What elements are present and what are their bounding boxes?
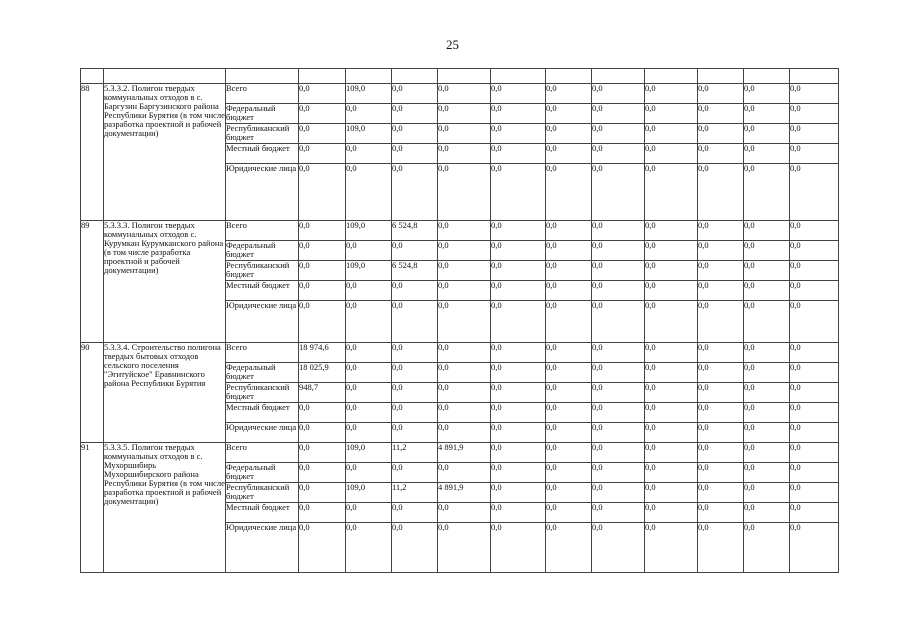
- value-cell: 0,0: [299, 104, 346, 124]
- value-cell: 0,0: [546, 483, 592, 503]
- value-cell: 0,0: [299, 281, 346, 301]
- value-cell: 0,0: [438, 343, 491, 363]
- page-number: 25: [446, 37, 459, 52]
- value-cell: 0,0: [744, 124, 790, 144]
- value-cell: 0,0: [346, 144, 392, 164]
- value-cell: 0,0: [346, 281, 392, 301]
- value-cell: 0,0: [790, 281, 839, 301]
- value-cell: 0,0: [592, 523, 645, 573]
- funding-source: Республиканский бюджет: [226, 261, 299, 281]
- value-cell: 0,0: [790, 144, 839, 164]
- value-cell: 0,0: [491, 423, 546, 443]
- value-cell: 11,2: [392, 483, 438, 503]
- value-cell: 0,0: [698, 463, 744, 483]
- header-cell: [698, 69, 744, 84]
- value-cell: 0,0: [438, 104, 491, 124]
- value-cell: 0,0: [546, 221, 592, 241]
- value-cell: 0,0: [438, 523, 491, 573]
- value-cell: 0,0: [299, 124, 346, 144]
- value-cell: 0,0: [645, 403, 698, 423]
- value-cell: 0,0: [299, 403, 346, 423]
- value-cell: 0,0: [438, 463, 491, 483]
- value-cell: 0,0: [744, 104, 790, 124]
- value-cell: 0,0: [546, 241, 592, 261]
- header-cell: [346, 69, 392, 84]
- value-cell: 0,0: [790, 241, 839, 261]
- value-cell: 4 891,9: [438, 443, 491, 463]
- value-cell: 0,0: [491, 523, 546, 573]
- value-cell: 0,0: [790, 363, 839, 383]
- value-cell: 0,0: [592, 383, 645, 403]
- value-cell: 0,0: [645, 281, 698, 301]
- value-cell: 0,0: [491, 363, 546, 383]
- value-cell: 0,0: [790, 164, 839, 221]
- value-cell: 0,0: [491, 503, 546, 523]
- value-cell: 0,0: [645, 383, 698, 403]
- value-cell: 0,0: [592, 104, 645, 124]
- funding-source: Всего: [226, 221, 299, 241]
- value-cell: 0,0: [744, 144, 790, 164]
- value-cell: 0,0: [592, 281, 645, 301]
- value-cell: 0,0: [790, 523, 839, 573]
- value-cell: 109,0: [346, 261, 392, 281]
- value-cell: 0,0: [299, 261, 346, 281]
- value-cell: 0,0: [346, 423, 392, 443]
- value-cell: 0,0: [592, 343, 645, 363]
- measure-name: 5.3.3.3. Полигон твердых коммунальных отходов с. Курумкан Курумканского района (в том числе разработка проектной и рабочей документации): [104, 221, 226, 343]
- value-cell: 0,0: [491, 463, 546, 483]
- value-cell: 0,0: [645, 523, 698, 573]
- value-cell: 109,0: [346, 84, 392, 104]
- value-cell: 0,0: [491, 261, 546, 281]
- value-cell: 0,0: [790, 503, 839, 523]
- value-cell: 0,0: [392, 503, 438, 523]
- funding-source: Местный бюджет: [226, 144, 299, 164]
- value-cell: 0,0: [299, 523, 346, 573]
- value-cell: 0,0: [592, 363, 645, 383]
- value-cell: 0,0: [299, 503, 346, 523]
- value-cell: 0,0: [392, 241, 438, 261]
- value-cell: 0,0: [299, 463, 346, 483]
- value-cell: 0,0: [546, 443, 592, 463]
- row-number: 88: [81, 84, 104, 221]
- row-number: 89: [81, 221, 104, 343]
- value-cell: 109,0: [346, 124, 392, 144]
- funding-source: Федеральный бюджет: [226, 463, 299, 483]
- table-header-row: [81, 69, 839, 84]
- value-cell: 0,0: [491, 301, 546, 343]
- value-cell: 0,0: [346, 343, 392, 363]
- value-cell: 0,0: [592, 301, 645, 343]
- funding-source: Всего: [226, 443, 299, 463]
- value-cell: 0,0: [491, 281, 546, 301]
- value-cell: 0,0: [546, 523, 592, 573]
- value-cell: 0,0: [698, 443, 744, 463]
- value-cell: 0,0: [744, 383, 790, 403]
- value-cell: 0,0: [299, 443, 346, 463]
- value-cell: 0,0: [698, 423, 744, 443]
- value-cell: 0,0: [790, 423, 839, 443]
- value-cell: 0,0: [491, 164, 546, 221]
- value-cell: 0,0: [645, 261, 698, 281]
- value-cell: 0,0: [744, 463, 790, 483]
- value-cell: 0,0: [645, 363, 698, 383]
- header-cell: [299, 69, 346, 84]
- value-cell: 0,0: [645, 124, 698, 144]
- header-cell: [392, 69, 438, 84]
- value-cell: 0,0: [438, 301, 491, 343]
- header-cell: [104, 69, 226, 84]
- value-cell: 0,0: [346, 403, 392, 423]
- value-cell: 0,0: [491, 144, 546, 164]
- value-cell: 0,0: [645, 104, 698, 124]
- funding-source: Федеральный бюджет: [226, 104, 299, 124]
- value-cell: 0,0: [392, 281, 438, 301]
- value-cell: 0,0: [790, 124, 839, 144]
- value-cell: 0,0: [744, 523, 790, 573]
- value-cell: 0,0: [491, 403, 546, 423]
- value-cell: 0,0: [645, 301, 698, 343]
- value-cell: 0,0: [438, 363, 491, 383]
- value-cell: 0,0: [392, 301, 438, 343]
- funding-source: Местный бюджет: [226, 403, 299, 423]
- value-cell: 0,0: [299, 164, 346, 221]
- value-cell: 0,0: [698, 363, 744, 383]
- value-cell: 0,0: [392, 403, 438, 423]
- value-cell: 0,0: [645, 443, 698, 463]
- value-cell: 0,0: [645, 84, 698, 104]
- value-cell: 0,0: [438, 503, 491, 523]
- value-cell: 0,0: [698, 403, 744, 423]
- value-cell: 0,0: [698, 144, 744, 164]
- value-cell: 0,0: [744, 241, 790, 261]
- value-cell: 0,0: [790, 104, 839, 124]
- value-cell: 0,0: [744, 423, 790, 443]
- value-cell: 0,0: [592, 261, 645, 281]
- value-cell: 0,0: [299, 423, 346, 443]
- header-cell: [790, 69, 839, 84]
- table-body: [81, 69, 839, 573]
- value-cell: 0,0: [299, 301, 346, 343]
- value-cell: 0,0: [299, 84, 346, 104]
- value-cell: 0,0: [346, 463, 392, 483]
- value-cell: 0,0: [392, 104, 438, 124]
- value-cell: 0,0: [698, 241, 744, 261]
- value-cell: 0,0: [744, 443, 790, 463]
- value-cell: 0,0: [744, 261, 790, 281]
- value-cell: 0,0: [546, 104, 592, 124]
- value-cell: 0,0: [698, 301, 744, 343]
- value-cell: 0,0: [698, 523, 744, 573]
- table-row: [81, 443, 839, 463]
- value-cell: 0,0: [698, 281, 744, 301]
- funding-source: Всего: [226, 84, 299, 104]
- value-cell: 0,0: [346, 363, 392, 383]
- value-cell: 4 891,9: [438, 483, 491, 503]
- funding-source: Всего: [226, 343, 299, 363]
- funding-source: Республиканский бюджет: [226, 383, 299, 403]
- value-cell: 0,0: [546, 503, 592, 523]
- value-cell: 0,0: [698, 503, 744, 523]
- value-cell: 0,0: [645, 241, 698, 261]
- funding-source: Местный бюджет: [226, 503, 299, 523]
- value-cell: 0,0: [592, 403, 645, 423]
- value-cell: 0,0: [592, 144, 645, 164]
- value-cell: 0,0: [592, 503, 645, 523]
- value-cell: 0,0: [790, 261, 839, 281]
- funding-source: Республиканский бюджет: [226, 483, 299, 503]
- value-cell: 0,0: [346, 104, 392, 124]
- value-cell: 0,0: [491, 383, 546, 403]
- value-cell: 0,0: [491, 104, 546, 124]
- value-cell: 0,0: [744, 363, 790, 383]
- value-cell: 18 025,9: [299, 363, 346, 383]
- value-cell: 0,0: [592, 443, 645, 463]
- value-cell: 0,0: [392, 144, 438, 164]
- value-cell: 0,0: [698, 84, 744, 104]
- value-cell: 0,0: [346, 164, 392, 221]
- value-cell: 0,0: [698, 164, 744, 221]
- value-cell: 0,0: [546, 363, 592, 383]
- value-cell: 0,0: [698, 343, 744, 363]
- header-cell: [744, 69, 790, 84]
- value-cell: 109,0: [346, 443, 392, 463]
- value-cell: 0,0: [744, 301, 790, 343]
- header-cell: [645, 69, 698, 84]
- funding-source: Юридические лица: [226, 164, 299, 221]
- value-cell: 0,0: [392, 463, 438, 483]
- measure-name: 5.3.3.2. Полигон твердых коммунальных отходов в с. Баргузин Баргузинского района Республики Бурятия (в том числе разработка проектной и рабочей документации): [104, 84, 226, 221]
- value-cell: 0,0: [392, 84, 438, 104]
- value-cell: 0,0: [790, 443, 839, 463]
- value-cell: 0,0: [790, 483, 839, 503]
- value-cell: 0,0: [592, 164, 645, 221]
- value-cell: 0,0: [546, 281, 592, 301]
- value-cell: 0,0: [790, 221, 839, 241]
- value-cell: 0,0: [438, 221, 491, 241]
- value-cell: 0,0: [645, 144, 698, 164]
- funding-source: Федеральный бюджет: [226, 241, 299, 261]
- funding-source: Федеральный бюджет: [226, 363, 299, 383]
- header-cell: [438, 69, 491, 84]
- value-cell: 0,0: [698, 383, 744, 403]
- table-row: [81, 343, 839, 363]
- header-cell: [491, 69, 546, 84]
- value-cell: 0,0: [438, 164, 491, 221]
- value-cell: 0,0: [744, 483, 790, 503]
- value-cell: 0,0: [392, 164, 438, 221]
- value-cell: 0,0: [491, 124, 546, 144]
- value-cell: 0,0: [346, 523, 392, 573]
- header-cell: [81, 69, 104, 84]
- value-cell: 0,0: [546, 403, 592, 423]
- value-cell: 0,0: [698, 483, 744, 503]
- value-cell: 0,0: [698, 221, 744, 241]
- value-cell: 0,0: [346, 383, 392, 403]
- value-cell: 0,0: [438, 281, 491, 301]
- value-cell: 0,0: [645, 483, 698, 503]
- row-number: 90: [81, 343, 104, 443]
- value-cell: 0,0: [392, 523, 438, 573]
- value-cell: 0,0: [346, 503, 392, 523]
- value-cell: 0,0: [592, 124, 645, 144]
- value-cell: 0,0: [698, 104, 744, 124]
- value-cell: 0,0: [546, 144, 592, 164]
- value-cell: 0,0: [546, 261, 592, 281]
- value-cell: 0,0: [299, 483, 346, 503]
- value-cell: 0,0: [790, 84, 839, 104]
- value-cell: 0,0: [491, 443, 546, 463]
- measure-name: 5.3.3.4. Строительство полигона твердых бытовых отходов сельского поселения "Эгитуйское" Еравнинского района Республики Бурятия: [104, 343, 226, 443]
- measure-name: 5.3.3.5. Полигон твердых коммунальных отходов в с. Мухоршибирь Мухоршибирского района Республики Бурятия (в том числе разработка проектной и рабочей документации): [104, 443, 226, 573]
- value-cell: 0,0: [744, 343, 790, 363]
- value-cell: 109,0: [346, 483, 392, 503]
- value-cell: 6 524,8: [392, 221, 438, 241]
- value-cell: 0,0: [744, 281, 790, 301]
- header-cell: [226, 69, 299, 84]
- value-cell: 0,0: [546, 84, 592, 104]
- table-row: [81, 84, 839, 104]
- value-cell: 0,0: [744, 403, 790, 423]
- value-cell: 0,0: [645, 221, 698, 241]
- value-cell: 0,0: [790, 403, 839, 423]
- value-cell: 18 974,6: [299, 343, 346, 363]
- header-cell: [546, 69, 592, 84]
- value-cell: 0,0: [592, 483, 645, 503]
- value-cell: 0,0: [438, 403, 491, 423]
- value-cell: 0,0: [491, 483, 546, 503]
- funding-source: Юридические лица: [226, 301, 299, 343]
- value-cell: 0,0: [790, 463, 839, 483]
- row-number: 91: [81, 443, 104, 573]
- value-cell: 0,0: [645, 423, 698, 443]
- value-cell: 6 524,8: [392, 261, 438, 281]
- value-cell: 0,0: [299, 144, 346, 164]
- funding-source: Юридические лица: [226, 423, 299, 443]
- value-cell: 0,0: [546, 164, 592, 221]
- value-cell: 0,0: [744, 503, 790, 523]
- value-cell: 0,0: [438, 261, 491, 281]
- budget-table: [80, 68, 839, 573]
- value-cell: 0,0: [790, 301, 839, 343]
- value-cell: 0,0: [592, 84, 645, 104]
- value-cell: 0,0: [592, 423, 645, 443]
- value-cell: 0,0: [592, 221, 645, 241]
- value-cell: 0,0: [546, 343, 592, 363]
- value-cell: 109,0: [346, 221, 392, 241]
- value-cell: 0,0: [346, 241, 392, 261]
- funding-source: Республиканский бюджет: [226, 124, 299, 144]
- funding-source: Юридические лица: [226, 523, 299, 573]
- value-cell: 0,0: [438, 124, 491, 144]
- value-cell: 0,0: [698, 124, 744, 144]
- funding-source: Местный бюджет: [226, 281, 299, 301]
- value-cell: 0,0: [346, 301, 392, 343]
- value-cell: 0,0: [790, 343, 839, 363]
- value-cell: 0,0: [299, 221, 346, 241]
- value-cell: 0,0: [744, 164, 790, 221]
- value-cell: 0,0: [592, 463, 645, 483]
- value-cell: 0,0: [491, 343, 546, 363]
- value-cell: 0,0: [299, 241, 346, 261]
- table-row: [81, 221, 839, 241]
- value-cell: 0,0: [392, 423, 438, 443]
- value-cell: 0,0: [645, 503, 698, 523]
- value-cell: 0,0: [698, 261, 744, 281]
- value-cell: 0,0: [438, 84, 491, 104]
- value-cell: 0,0: [790, 383, 839, 403]
- value-cell: 0,0: [491, 241, 546, 261]
- value-cell: 0,0: [438, 144, 491, 164]
- value-cell: 0,0: [645, 164, 698, 221]
- value-cell: 0,0: [546, 301, 592, 343]
- value-cell: 11,2: [392, 443, 438, 463]
- value-cell: 0,0: [392, 383, 438, 403]
- value-cell: 0,0: [592, 241, 645, 261]
- value-cell: 0,0: [438, 423, 491, 443]
- header-cell: [592, 69, 645, 84]
- value-cell: 0,0: [392, 343, 438, 363]
- value-cell: 0,0: [645, 343, 698, 363]
- value-cell: 0,0: [645, 463, 698, 483]
- value-cell: 0,0: [438, 383, 491, 403]
- value-cell: 0,0: [546, 383, 592, 403]
- value-cell: 948,7: [299, 383, 346, 403]
- value-cell: 0,0: [546, 124, 592, 144]
- value-cell: 0,0: [744, 84, 790, 104]
- value-cell: 0,0: [438, 241, 491, 261]
- value-cell: 0,0: [392, 363, 438, 383]
- value-cell: 0,0: [491, 221, 546, 241]
- value-cell: 0,0: [392, 124, 438, 144]
- value-cell: 0,0: [546, 463, 592, 483]
- value-cell: 0,0: [491, 84, 546, 104]
- value-cell: 0,0: [744, 221, 790, 241]
- value-cell: 0,0: [546, 423, 592, 443]
